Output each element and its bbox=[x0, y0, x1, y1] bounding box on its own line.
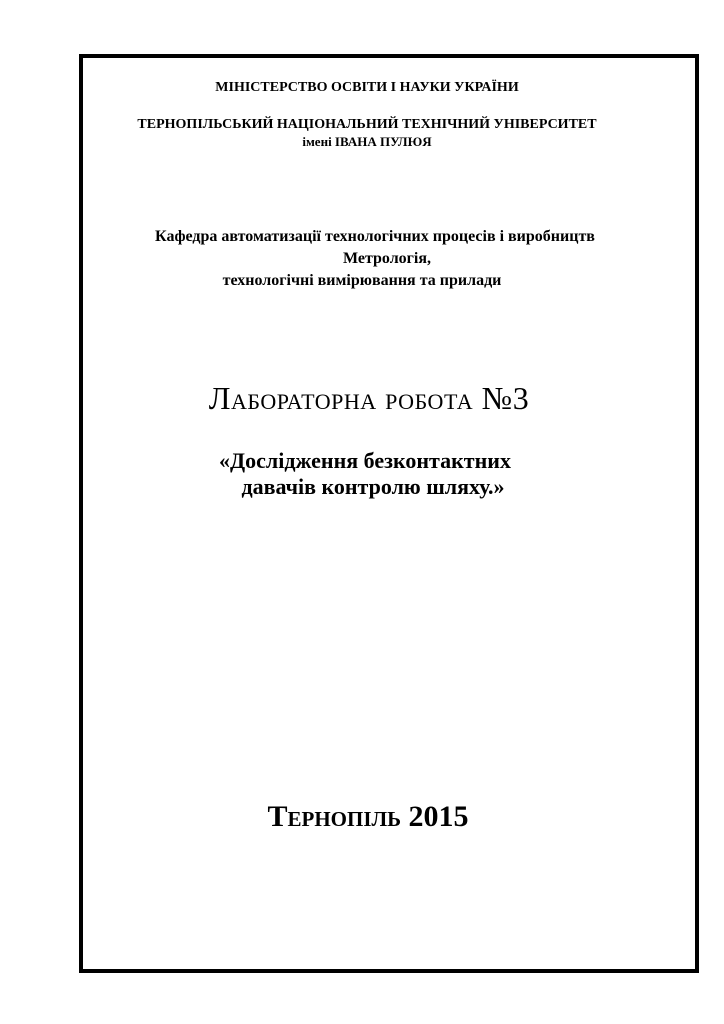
lab-work-title: Лабораторна робота №3 bbox=[208, 380, 530, 416]
page-border-frame bbox=[79, 54, 699, 973]
city-and-year: Тернопіль 2015 bbox=[267, 800, 469, 833]
university-named-after: імені ІВАНА ПУЛЮЯ bbox=[302, 134, 432, 149]
university-heading: ТЕРНОПІЛЬСЬКИЙ НАЦІОНАЛЬНИЙ ТЕХНІЧНИЙ УНІВЕРСИТЕТ bbox=[137, 117, 597, 132]
subject-line-1: Метрологія, bbox=[342, 250, 432, 267]
ministry-heading: МІНІСТЕРСТВО ОСВІТИ І НАУКИ УКРАЇНИ bbox=[215, 80, 519, 95]
lab-topic-line-1: «Дослідження безконтактних bbox=[219, 448, 511, 473]
subject-line-2: технологічні вимірювання та прилади bbox=[222, 272, 502, 289]
lab-topic-line-2: давачів контролю шляху.» bbox=[241, 474, 505, 499]
department-name: Кафедра автоматизації технологічних процесів і виробництв bbox=[155, 228, 595, 245]
